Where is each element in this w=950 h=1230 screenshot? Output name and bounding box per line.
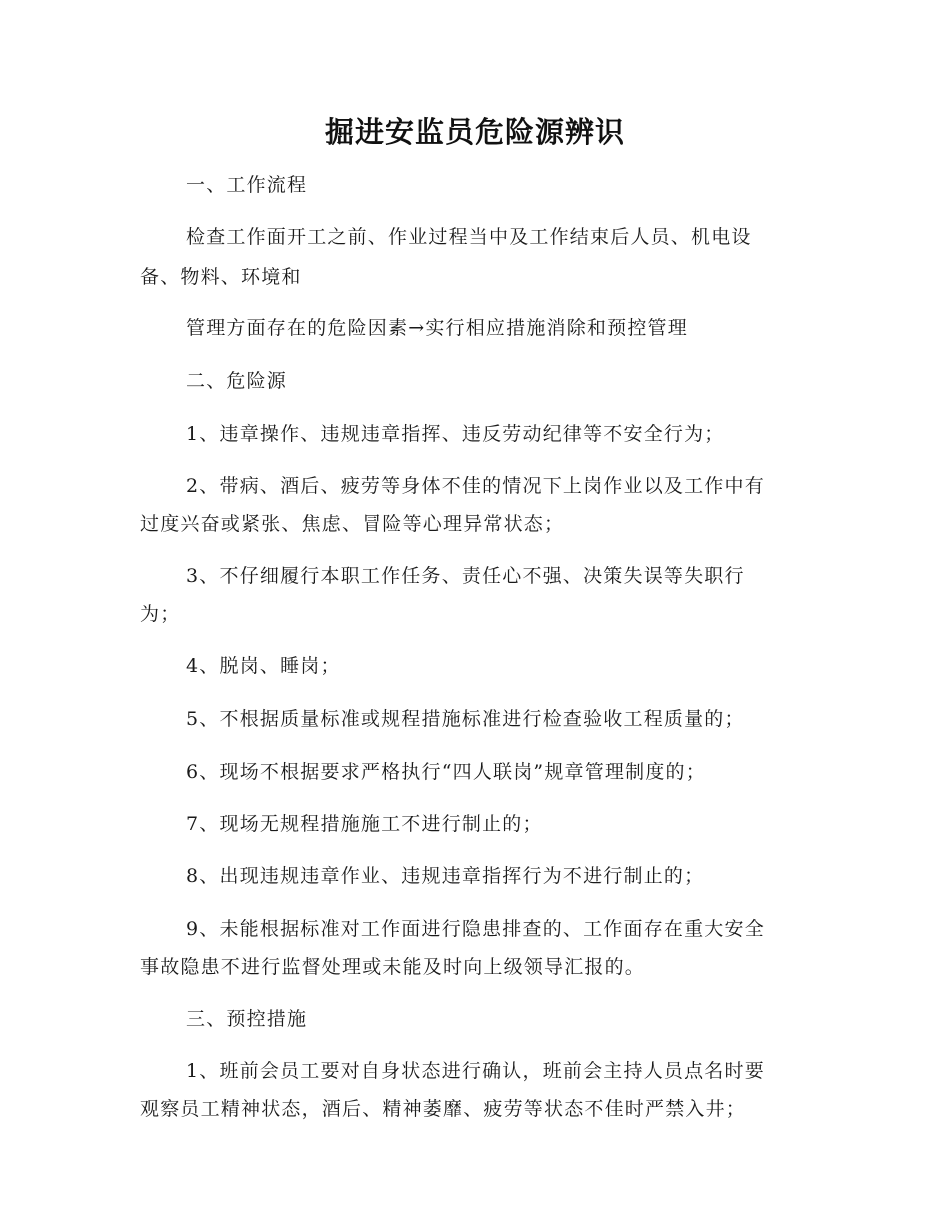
- list-item: 1、违章操作、违规违章指挥、违反劳动纪律等不安全行为；: [186, 423, 725, 445]
- list-item: 8、出现违规违章作业、违规违章指挥行为不进行制止的；: [186, 865, 705, 887]
- list-item-continuation: 为；: [140, 603, 181, 625]
- section-heading-workflow: 一、工作流程: [186, 174, 308, 196]
- list-item-continuation: 观察员工精神状态，酒后、精神萎靡、疲劳等状态不佳时严禁入井；: [140, 1098, 747, 1120]
- section-heading-controls: 三、预控措施: [186, 1008, 308, 1030]
- list-item-continuation: 过度兴奋或紧张、焦虑、冒险等心理异常状态；: [140, 513, 565, 535]
- section-heading-hazards: 二、危险源: [186, 370, 288, 392]
- list-item: 1、班前会员工要对自身状态进行确认，班前会主持人员点名时要: [186, 1060, 765, 1082]
- list-item: 3、不仔细履行本职工作任务、责任心不强、决策失误等失职行: [186, 565, 745, 587]
- list-item: 7、现场无规程措施施工不进行制止的；: [186, 813, 543, 835]
- list-item: 4、脱岗、睡岗；: [186, 655, 341, 677]
- document-title: 掘进安监员危险源辨识: [324, 115, 625, 149]
- paragraph-line: 备、物料、环境和: [140, 266, 302, 288]
- paragraph-line: 检查工作面开工之前、作业过程当中及工作结束后人员、机电设: [186, 226, 752, 248]
- paragraph-line: 管理方面存在的危险因素→实行相应措施消除和预控管理: [186, 317, 688, 339]
- list-item: 9、未能根据标准对工作面进行隐患排查的、工作面存在重大安全: [186, 918, 765, 940]
- list-item: 5、不根据质量标准或规程措施标准进行检查验收工程质量的；: [186, 708, 745, 730]
- list-item: 6、现场不根据要求严格执行“四人联岗”规章管理制度的；: [186, 761, 706, 783]
- list-item: 2、带病、酒后、疲劳等身体不佳的情况下上岗作业以及工作中有: [186, 475, 765, 497]
- list-item-continuation: 事故隐患不进行监督处理或未能及时向上级领导汇报的。: [140, 956, 646, 978]
